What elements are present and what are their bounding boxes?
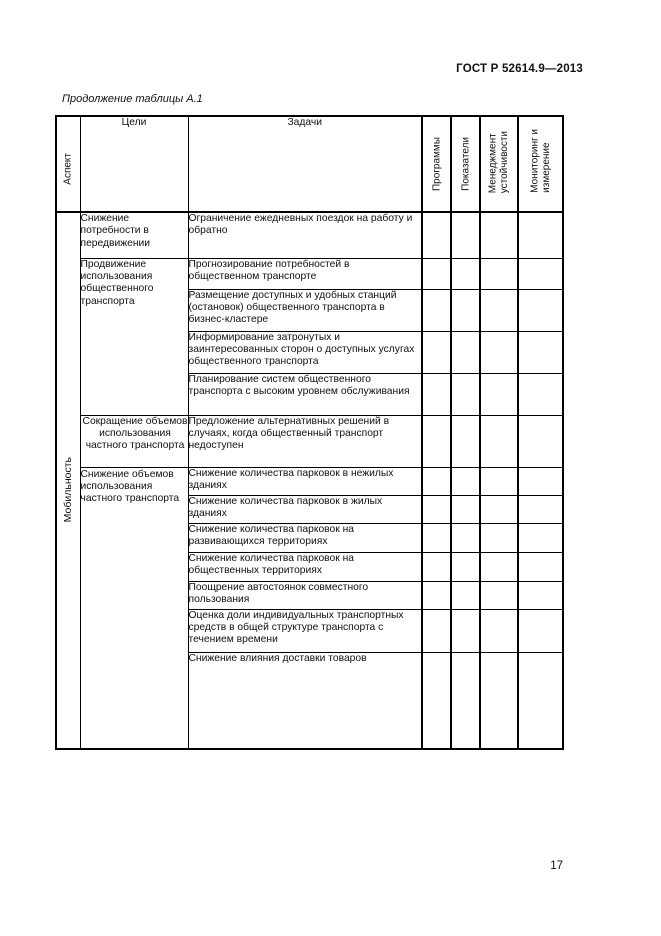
monitoring-cell [518, 609, 563, 652]
document-code: ГОСТ Р 52614.9—2013 [456, 63, 583, 75]
header-goals: Цели [80, 116, 188, 212]
task-cell: Снижение количества парковок в жилых зданиях [188, 495, 422, 523]
indicators-cell [451, 652, 480, 749]
programs-cell [422, 212, 451, 258]
monitoring-cell [518, 415, 563, 467]
management-cell [480, 552, 518, 581]
table-continuation-label: Продолжение таблицы А.1 [62, 93, 203, 105]
monitoring-cell [518, 467, 563, 495]
goal-cell: Сокращение объемов использования частного транспорта [80, 415, 188, 467]
programs-cell [422, 289, 451, 331]
indicators-cell [451, 523, 480, 552]
management-cell [480, 258, 518, 289]
header-aspect: Аспект [56, 116, 80, 212]
monitoring-cell [518, 581, 563, 609]
task-cell: Снижение количества парковок в нежилых зданиях [188, 467, 422, 495]
indicators-cell [451, 552, 480, 581]
indicators-cell [451, 467, 480, 495]
monitoring-cell [518, 258, 563, 289]
indicators-cell [451, 609, 480, 652]
management-cell [480, 373, 518, 415]
table-row [56, 258, 563, 289]
management-cell [480, 523, 518, 552]
programs-cell [422, 495, 451, 523]
task-cell: Снижение количества парковок на развивающихся территориях [188, 523, 422, 552]
goal-cell: Снижение потребности в передвижении [80, 212, 188, 258]
management-cell [480, 609, 518, 652]
header-row [56, 116, 563, 212]
programs-cell [422, 415, 451, 467]
management-cell [480, 331, 518, 373]
indicators-cell [451, 373, 480, 415]
monitoring-cell [518, 652, 563, 749]
management-cell [480, 652, 518, 749]
aspect-cell: Мобильность [56, 212, 80, 749]
task-cell: Оценка доли индивидуальных транспортных средств в общей структуре транспорта с течением времени [188, 609, 422, 652]
header-indicators: Показатели [451, 116, 480, 212]
page-number: 17 [550, 860, 563, 872]
management-cell [480, 495, 518, 523]
monitoring-cell [518, 331, 563, 373]
task-cell: Прогнозирование потребностей в общественном транспорте [188, 258, 422, 289]
task-cell: Поощрение автостоянок совместного пользования [188, 581, 422, 609]
goal-cell: Продвижение использования общественного транспорта [80, 258, 188, 415]
programs-cell [422, 523, 451, 552]
task-cell: Размещение доступных и удобных станций (остановок) общественного транспорта в бизнес-кластере [188, 289, 422, 331]
table-row [56, 467, 563, 495]
programs-cell [422, 258, 451, 289]
management-cell [480, 212, 518, 258]
task-cell: Предложение альтернативных решений в случаях, когда общественный транспорт недоступен [188, 415, 422, 467]
management-cell [480, 467, 518, 495]
programs-cell [422, 552, 451, 581]
monitoring-cell [518, 523, 563, 552]
programs-cell [422, 609, 451, 652]
requirements-table [55, 115, 564, 750]
header-management: Менеджмент устойчивости [480, 116, 518, 212]
task-cell: Ограничение ежедневных поездок на работу и обратно [188, 212, 422, 258]
indicators-cell [451, 495, 480, 523]
indicators-cell [451, 415, 480, 467]
task-cell: Снижение влияния доставки товаров [188, 652, 422, 749]
monitoring-cell [518, 373, 563, 415]
management-cell [480, 289, 518, 331]
table-row [56, 415, 563, 467]
programs-cell [422, 467, 451, 495]
indicators-cell [451, 258, 480, 289]
management-cell [480, 581, 518, 609]
header-monitoring: Мониторинг и измерение [518, 116, 563, 212]
table-row [56, 212, 563, 258]
header-programs: Программы [422, 116, 451, 212]
programs-cell [422, 652, 451, 749]
task-cell: Снижение количества парковок на общественных территориях [188, 552, 422, 581]
indicators-cell [451, 331, 480, 373]
header-tasks: Задачи [188, 116, 422, 212]
monitoring-cell [518, 495, 563, 523]
task-cell: Планирование систем общественного транспорта с высоким уровнем обслуживания [188, 373, 422, 415]
indicators-cell [451, 581, 480, 609]
programs-cell [422, 581, 451, 609]
management-cell [480, 415, 518, 467]
programs-cell [422, 331, 451, 373]
programs-cell [422, 373, 451, 415]
monitoring-cell [518, 212, 563, 258]
indicators-cell [451, 212, 480, 258]
task-cell: Информирование затронутых и заинтересованных сторон о доступных услугах общественного транспорта [188, 331, 422, 373]
indicators-cell [451, 289, 480, 331]
monitoring-cell [518, 289, 563, 331]
goal-cell: Снижение объемов использования частного транспорта [80, 467, 188, 749]
monitoring-cell [518, 552, 563, 581]
